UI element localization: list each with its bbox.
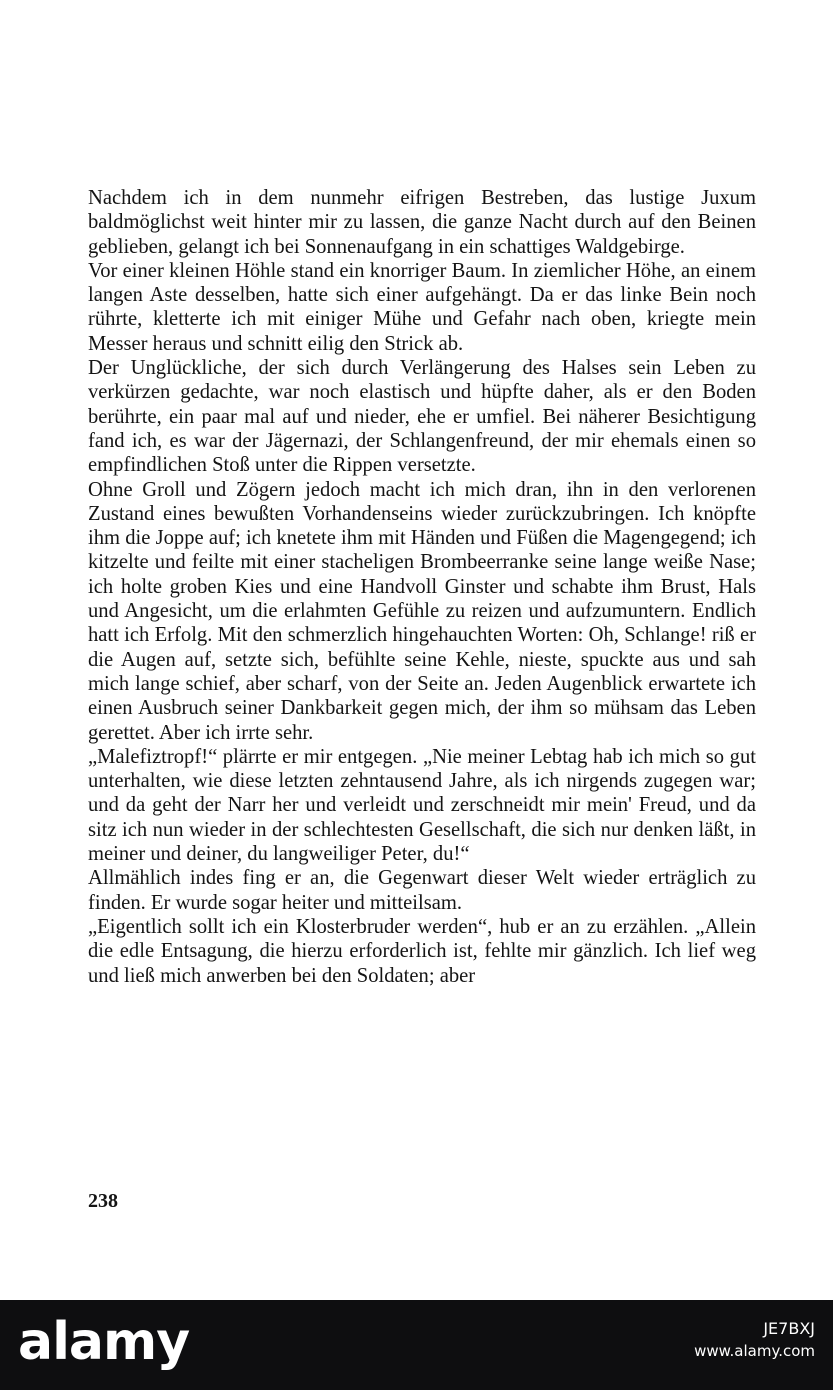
alamy-logo: alamy <box>18 1312 190 1372</box>
paragraph-6: Allmählich indes fing er an, die Gegenwart dieser Welt wieder erträglich zu finden. Er wurde sogar heiter und mitteilsam. <box>88 867 756 914</box>
watermark-info <box>694 1318 815 1362</box>
watermark-url: www.alamy.com <box>694 1342 815 1360</box>
paragraph-7: „Eigentlich sollt ich ein Klosterbruder werden“, hub er an zu erzählen. „Allein die edle Entsagung, die hierzu erforderlich ist, fehlte mir gänzlich. Ich lief weg und ließ mich anwerben bei den Soldaten; aber <box>88 915 756 987</box>
paragraph-4: Ohne Groll und Zögern jedoch macht ich mich dran, ihn in den verlorenen Zustand eines bewußten Vorhandenseins wieder zurückzubringen. Ich knöpfte ihm die Joppe auf; ich knetete ihm mit Händen und Füßen die Magengegend; ich kitzelte und feilte mit einer stacheligen Brombeerranke seine lange weiße Nase; ich holte groben Kies und eine Handvoll Ginster und schabte ihm Brust, Hals und Angesicht, um die erlahmten Gefühle zu reizen und aufzumuntern. Endlich hatt ich Erfolg. Mit den schmerzlich hingehauchten Worten: Oh, Schlange! riß er die Augen auf, setzte sich, befühlte seine Kehle, nieste, spuckte aus und sah mich lange schief, aber scharf, von der Seite an. Jeden Augenblick erwartete ich einen Ausbruch seiner Dankbarkeit gegen mich, der ihm so mühsam das Leben gerettet. Aber ich irrte sehr. <box>88 478 756 744</box>
paragraph-3: Der Unglückliche, der sich durch Verlängerung des Halses sein Leben zu verkürzen gedachte, war noch elastisch und hüpfte daher, als er den Boden berührte, ein paar mal auf und nieder, ehe er umfiel. Bei näherer Besichtigung fand ich, es war der Jägernazi, der Schlangenfreund, der mir ehemals einen so empfindlichen Stoß unter die Rippen versetzte. <box>88 357 756 477</box>
paragraph-1: Nachdem ich in dem nunmehr eifrigen Bestreben, das lustige Juxum baldmöglichst weit hinter mir zu lassen, die ganze Nacht durch auf den Beinen geblieben, gelangt ich bei Sonnenaufgang in ein schattiges Waldgebirge. <box>88 187 756 258</box>
page-number: 238 <box>88 1190 118 1212</box>
watermark-image-id: JE7BXJ <box>763 1319 815 1338</box>
body-text <box>88 186 756 988</box>
paragraph-5: „Malefiztropf!“ plärrte er mir entgegen. „Nie meiner Lebtag hab ich mich so gut unterhalten, wie diese letzten zehntausend Jahre, als ich nirgends zugegen war; und da geht der Narr her und verleidt und zerschneidt mir mein' Freud, und da sitz ich nun wieder in der schlechtesten Gesellschaft, die sich nur denken läßt, in meiner und deiner, du langweiliger Peter, du!“ <box>88 745 756 866</box>
paragraph-2: Vor einer kleinen Höhle stand ein knorriger Baum. In ziemlicher Höhe, an einem langen Aste desselben, hatte sich einer aufgehängt. Da er das linke Bein noch rührte, kletterte ich mit einiger Mühe und Gefahr nach oben, kriegte mein Messer heraus und schnitt eilig den Strick ab. <box>88 259 756 355</box>
